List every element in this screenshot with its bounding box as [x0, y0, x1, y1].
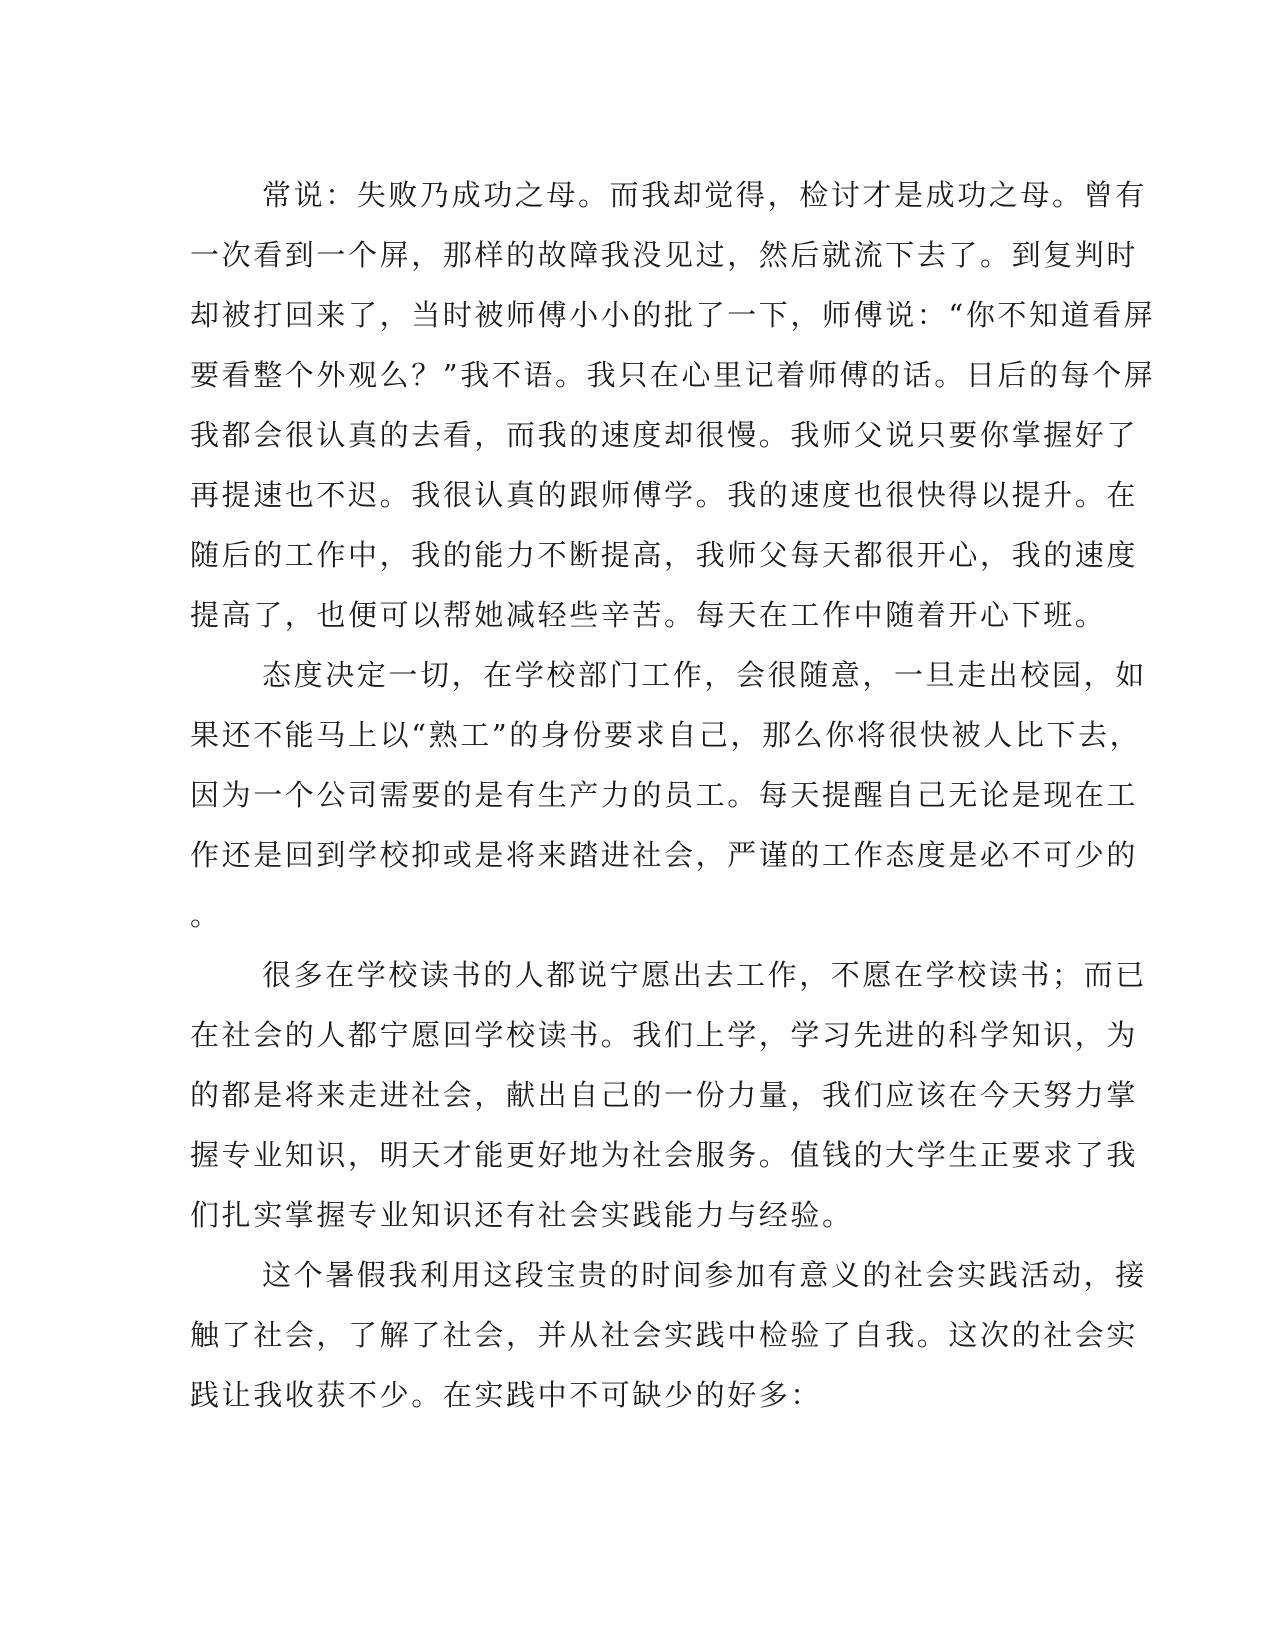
paragraph-3-line-3: 的都是将来走进社会，献出自己的一份力量，我们应该在今天努力掌 — [190, 1078, 1139, 1112]
paragraph-4-line-2: 触了社会，了解了社会，并从社会实践中检验了自我。这次的社会实 — [190, 1318, 1139, 1352]
paragraph-3-line-5: 们扎实掌握专业知识还有社会实践能力与经验。 — [190, 1198, 854, 1232]
paragraph-3-line-4: 握专业知识，明天才能更好地为社会服务。值钱的大学生正要求了我 — [190, 1138, 1139, 1172]
paragraph-2-line-5: 。 — [190, 898, 222, 932]
paragraph-3-line-1: 很多在学校读书的人都说宁愿出去工作，不愿在学校读书；而已 — [262, 958, 1147, 992]
paragraph-4-line-1: 这个暑假我利用这段宝贵的时间参加有意义的社会实践活动，接 — [262, 1258, 1147, 1292]
paragraph-1-line-8: 提高了，也便可以帮她减轻些辛苦。每天在工作中随着开心下班。 — [190, 598, 1107, 632]
paragraph-4-line-3: 践让我收获不少。在实践中不可缺少的好多： — [190, 1378, 823, 1412]
paragraph-2-line-2: 果还不能马上以“熟工”的身份要求自己，那么你将很快被人比下去， — [190, 718, 1142, 752]
paragraph-1-line-5: 我都会很认真的去看，而我的速度却很慢。我师父说只要你掌握好了 — [190, 418, 1139, 452]
paragraph-1-line-1: 常说：失败乃成功之母。而我却觉得，检讨才是成功之母。曾有 — [262, 178, 1147, 212]
paragraph-2-line-1: 态度决定一切，在学校部门工作，会很随意，一旦走出校园，如 — [262, 658, 1147, 692]
paragraph-1-line-3: 却被打回来了，当时被师傅小小的批了一下，师傅说：“你不知道看屏 — [190, 298, 1156, 332]
document-body — [190, 165, 1156, 1425]
paragraph-2-line-4: 作还是回到学校抑或是将来踏进社会，严谨的工作态度是必不可少的 — [190, 838, 1139, 872]
paragraph-1-line-6: 再提速也不迟。我很认真的跟师傅学。我的速度也很快得以提升。在 — [190, 478, 1139, 512]
paragraph-1-line-4: 要看整个外观么？”我不语。我只在心里记着师傅的话。日后的每个屏 — [190, 358, 1156, 392]
paragraph-1-line-7: 随后的工作中，我的能力不断提高，我师父每天都很开心，我的速度 — [190, 538, 1139, 572]
paragraph-2-line-3: 因为一个公司需要的是有生产力的员工。每天提醒自己无论是现在工 — [190, 778, 1139, 812]
paragraph-3-line-2: 在社会的人都宁愿回学校读书。我们上学，学习先进的科学知识，为 — [190, 1018, 1139, 1052]
paragraph-1-line-2: 一次看到一个屏，那样的故障我没见过，然后就流下去了。到复判时 — [190, 238, 1139, 272]
